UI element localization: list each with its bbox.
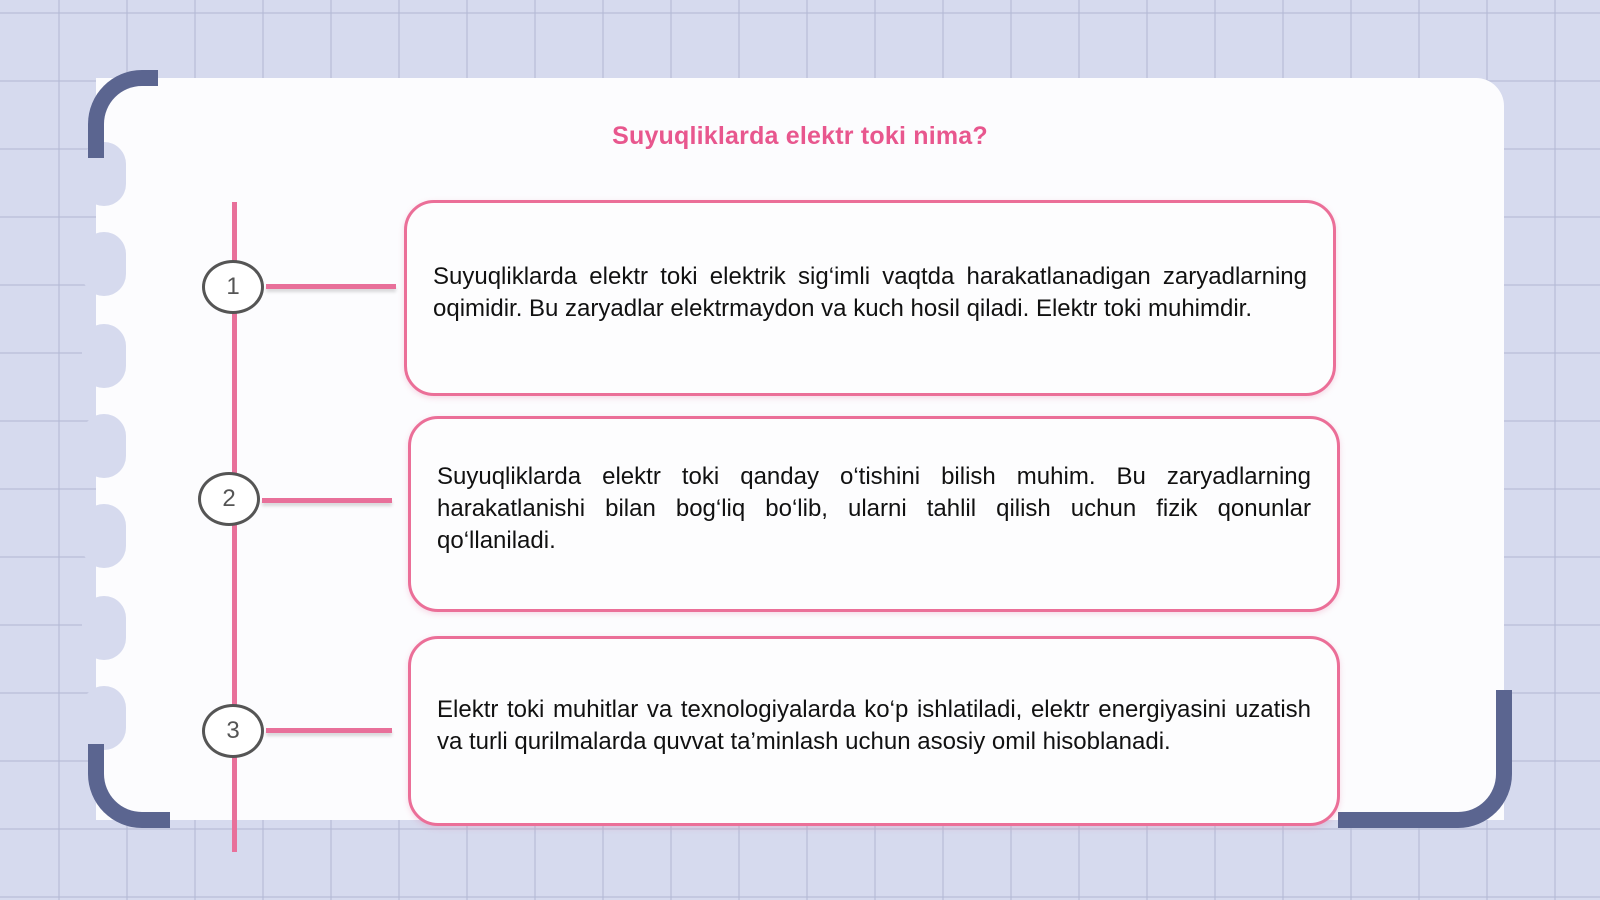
notebook-scallop [82, 596, 126, 660]
notebook-scallop [82, 324, 126, 388]
text-box-2 [408, 416, 1340, 612]
timeline-node-2 [198, 472, 260, 526]
text-box-content: Elektr toki muhitlar va texnologiyalarda ko‘p ishlatiladi, elektr energiyasini uzatish va turli qurilmalarda quvvat ta’minlash uchun asosiy omil hisoblanadi. [437, 696, 1311, 755]
timeline-node-3 [202, 704, 264, 758]
corner-bracket-bottom-right [1338, 690, 1512, 828]
node-number: 3 [226, 717, 240, 744]
connector-line [266, 284, 396, 289]
slide-title: Suyuqliklarda elektr toki nima? [612, 122, 988, 150]
notebook-scallop [82, 232, 126, 296]
timeline-node-1 [202, 260, 264, 314]
notebook-scallop [82, 686, 126, 750]
connector-line [266, 728, 392, 733]
connector-line [262, 498, 392, 503]
text-box-3 [408, 636, 1340, 826]
text-box-content: Suyuqliklarda elektr toki elektrik sig‘imli vaqtda harakatlanadigan zaryadlarning oqimidir. Bu zaryadlar elektrmaydon va kuch hosil qiladi. Elektr toki muhimdir. [433, 263, 1307, 322]
text-box-content: Suyuqliklarda elektr toki qanday o‘tishini bilish muhim. Bu zaryadlarning harakatlanishi bilan bog‘liq bo‘lib, ularni tahlil qilish uchun fizik qonunlar qo‘llaniladi. [437, 463, 1311, 554]
node-number: 2 [222, 485, 236, 512]
notebook-scallop [82, 414, 126, 478]
node-number: 1 [226, 273, 240, 300]
notebook-scallop [82, 504, 126, 568]
text-box-1 [404, 200, 1336, 396]
